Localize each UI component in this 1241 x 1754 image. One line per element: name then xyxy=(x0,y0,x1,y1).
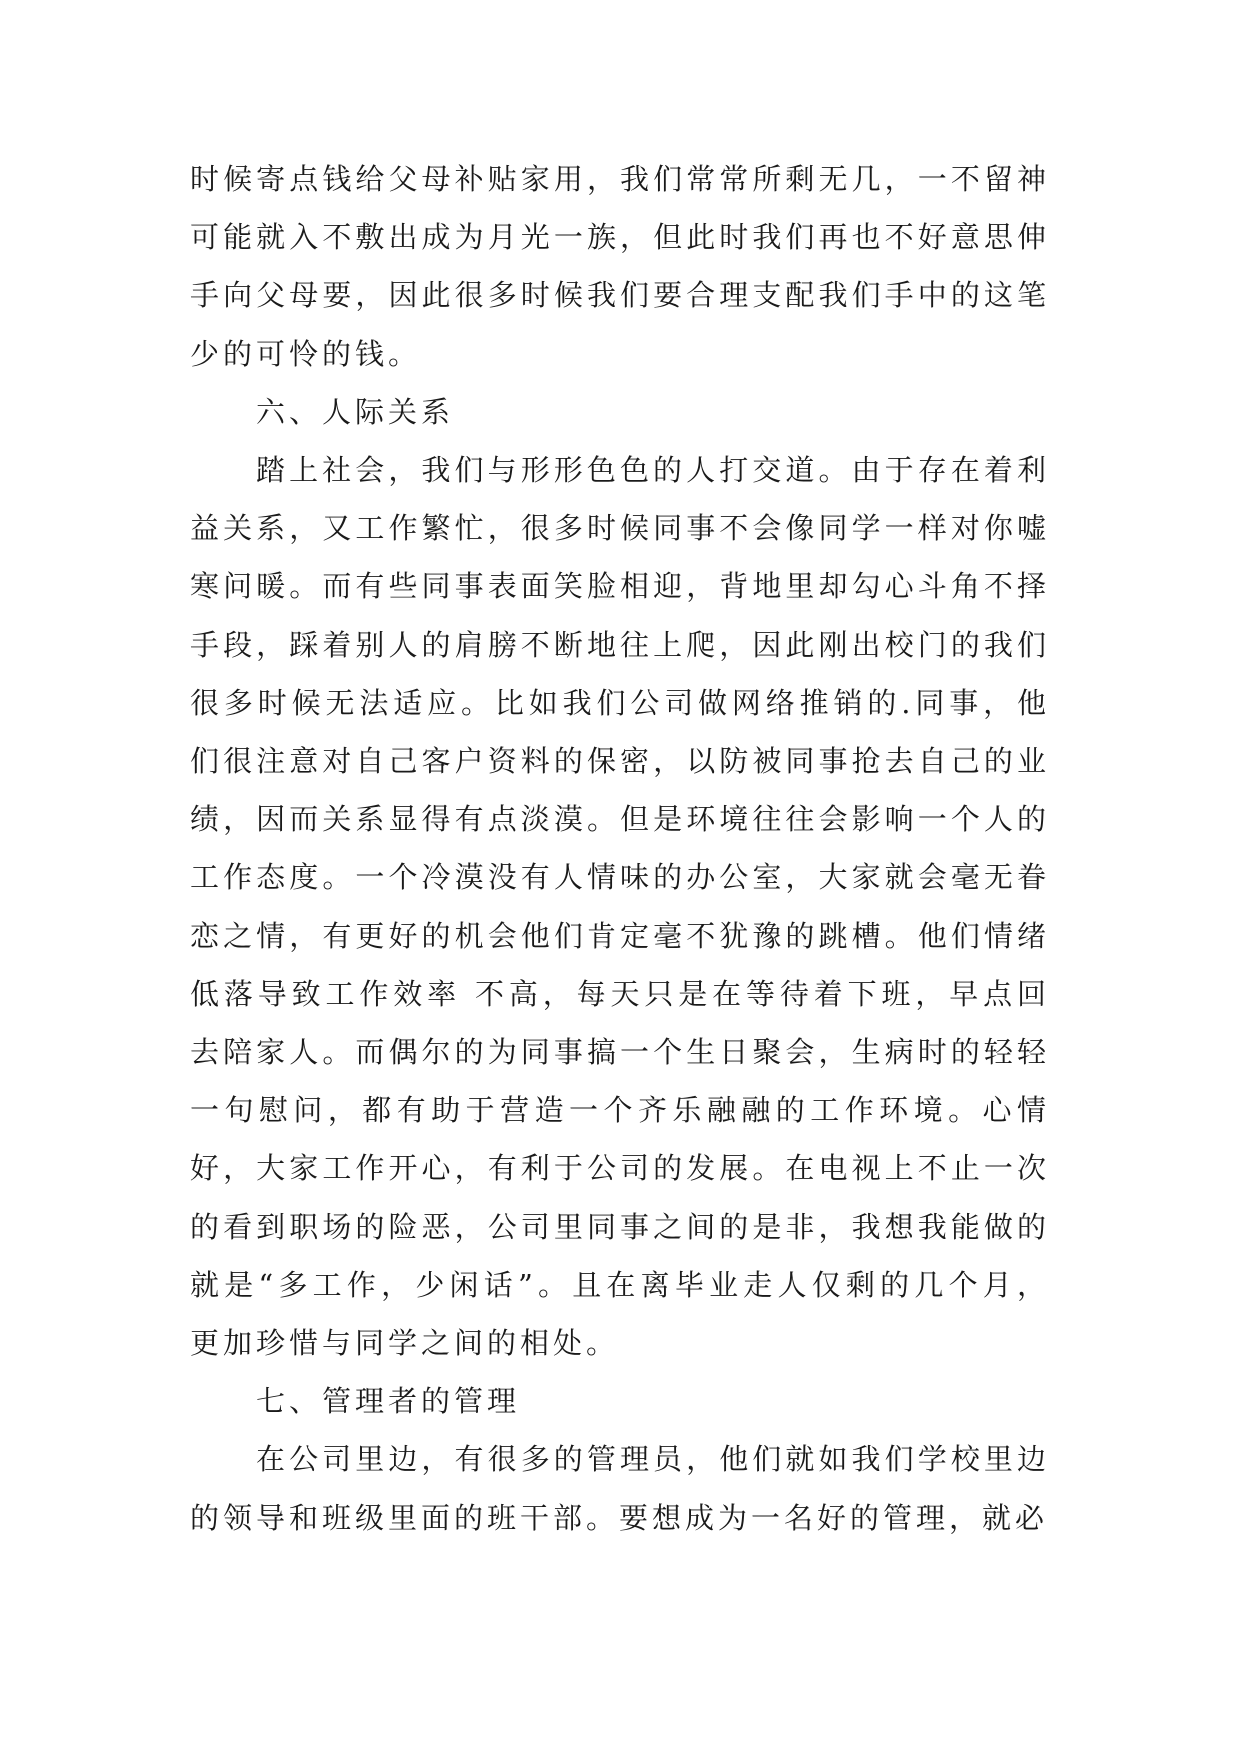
paragraph-continuation: 时候寄点钱给父母补贴家用，我们常常所剩无几，一不留神可能就入不敷出成为月光一族，但此时我们再也不好意思伸手向父母要，因此很多时候我们要合理支配我们手中的这笔少的可怜的钱。 xyxy=(190,162,1050,371)
paragraph-interpersonal: 踏上社会，我们与形形色色的人打交道。由于存在着利益关系，又工作繁忙，很多时候同事不会像同学一样对你嘘寒问暖。而有些同事表面笑脸相迎，背地里却勾心斗角不择手段，踩着别人的肩膀不断地往上爬，因此刚出校门的我们很多时候无法适应。比如我们公司做网络推销的.同事，他们很注意对自己客户资料的保密，以防被同事抢去自己的业绩，因而关系显得有点淡漠。但是环境往往会影响一个人的工作态度。一个冷漠没有人情味的办公室，大家就会毫无眷恋之情，有更好的机会他们肯定毫不犹豫的跳槽。他们情绪低落导致工作效率 不高，每天只是在等待着下班，早点回去陪家人。而偶尔的为同事搞一个生日聚会，生病时的轻轻一句慰问，都有助于营造一个齐乐融融的工作环境。心情好，大家工作开心，有利于公司的发展。在电视上不止一次的看到职场的险恶，公司里同事之间的是非，我想我能做的就是“多工作，少闲话”。且在离毕业走人仅剩的几个月，更加珍惜与同学之间的相处。 xyxy=(190,453,1050,1361)
section-heading-management: 七、管理者的管理 xyxy=(256,1384,521,1419)
paragraph-management: 在公司里边，有很多的管理员，他们就如我们学校里边的领导和班级里面的班干部。要想成为一名好的管理，就必 xyxy=(190,1442,1050,1535)
section-heading-interpersonal: 六、人际关系 xyxy=(256,394,455,429)
document-page xyxy=(190,150,1050,1547)
